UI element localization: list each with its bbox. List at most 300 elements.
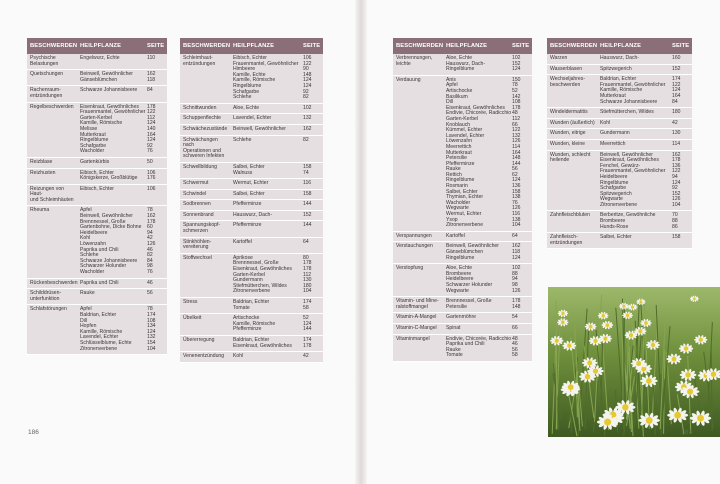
plant-name: Salbei, Echter xyxy=(600,234,632,241)
plant-name: Beinwell, Gewöhnlicher xyxy=(446,243,499,250)
plant-name: Kohl xyxy=(233,353,244,360)
page-number: 140 xyxy=(147,125,156,132)
plant-name: Baldrian, Echter xyxy=(233,299,270,305)
table-row xyxy=(547,75,692,108)
plant-name: Eisenkraut, Gewöhnliches xyxy=(446,104,505,111)
page-number: 158 xyxy=(303,190,312,197)
plant-name: Spinat xyxy=(446,324,461,331)
complaint-cell: Verstauchungen xyxy=(396,243,433,250)
plant-name: Schlüsselblume, Echte xyxy=(80,339,132,346)
header-page: SEITE xyxy=(303,43,321,49)
page-number: 48 xyxy=(512,110,518,117)
complaint-cell: Stress xyxy=(183,299,198,305)
page-number: 66 xyxy=(512,324,518,331)
page-cell xyxy=(303,202,323,208)
plant-name: Endivie, Chicorée, Radicchio xyxy=(446,335,512,342)
plant-name: Kamille, Echte xyxy=(233,71,266,78)
plant-name: Eibisch, Echter xyxy=(80,185,114,192)
complaint-cell: Vitaminmangel xyxy=(396,335,430,342)
page-number: 124 xyxy=(672,179,681,186)
index-table-2 xyxy=(180,38,323,363)
complaint-cell: Schuppenflechte xyxy=(183,115,221,122)
header-plant: HEILPFLANZE xyxy=(446,43,488,49)
plant-name: Paprika und Chili xyxy=(80,279,119,286)
page-number: 152 xyxy=(672,65,681,72)
plant-name: Mutterkraut xyxy=(446,149,472,156)
plant-cell xyxy=(77,72,147,83)
plant-name: Hauswurz, Dach- xyxy=(446,60,486,67)
page-number: 94 xyxy=(672,173,678,180)
plant-name: Kamille, Römische xyxy=(600,87,643,94)
plant-cell xyxy=(597,77,672,105)
page-number: 112 xyxy=(303,271,312,278)
plant-name: Wermut, Echter xyxy=(446,211,482,218)
page-number: 132 xyxy=(147,334,156,341)
page-number: 84 xyxy=(672,98,678,105)
plant-name: Wacholder xyxy=(80,148,105,155)
plant-name: Eisenkraut, Gewöhnliches xyxy=(233,266,292,273)
plant-cell xyxy=(230,165,303,176)
complaint-cell: Wechseljahres- beschwerden xyxy=(550,76,586,88)
page-number: 92 xyxy=(147,142,153,149)
plant-name: Schwarze Johannisbeere xyxy=(600,98,658,105)
plant-name: Heidelbeere xyxy=(446,276,474,283)
page-cell xyxy=(147,56,167,67)
page-number: 180 xyxy=(303,282,312,289)
page-number: 144 xyxy=(303,326,312,333)
page-number: 158 xyxy=(303,163,312,170)
table-row xyxy=(180,114,323,125)
plant-name: Gartenmöhre xyxy=(446,314,477,321)
plant-name: Paprika und Chili xyxy=(446,341,485,348)
plant-cell xyxy=(230,138,303,160)
page-number: 122 xyxy=(672,168,681,175)
page-number: 148 xyxy=(512,303,521,310)
plant-cell xyxy=(230,354,303,360)
plant-name: Tomate xyxy=(446,352,463,359)
plant-name: Schlehe xyxy=(233,136,252,143)
complaint-cell: Wunden, kleine xyxy=(550,140,586,147)
plant-cell xyxy=(597,121,672,127)
plant-name: Beinwell, Gewöhnlicher xyxy=(80,213,133,220)
page-number: 136 xyxy=(512,183,521,190)
page-number: 108 xyxy=(512,99,521,106)
page-number: 178 xyxy=(147,103,156,110)
page-cell xyxy=(512,315,532,321)
plant-name: Wacholder xyxy=(446,199,471,206)
plant-name: Kamille, Römische xyxy=(233,320,276,327)
table-row xyxy=(393,324,532,335)
plant-name: Zitronenverbene xyxy=(80,345,118,352)
page-number: 102 xyxy=(303,104,312,111)
page-number: 158 xyxy=(672,234,681,241)
page-number: 142 xyxy=(512,93,521,100)
table-row xyxy=(180,211,323,222)
plant-name: Brennnessel, Große xyxy=(446,298,492,305)
table-row xyxy=(393,242,532,264)
complaint-cell: Schwächungen nach Operationen und schweren Infekten xyxy=(183,136,225,160)
plant-name: Stiefmütterchen, Wildes xyxy=(233,282,287,289)
plant-name: Aloe, Echte xyxy=(446,265,473,272)
page-cell xyxy=(672,131,692,137)
page-number: 124 xyxy=(672,87,681,94)
plant-name: Petersilie xyxy=(446,155,467,162)
complaint-cell: Verdauung xyxy=(396,76,421,83)
complaint-cell: Rachenraum- entzündungen xyxy=(30,87,63,99)
plant-name: Eibisch, Echter xyxy=(233,55,267,61)
table-body xyxy=(27,54,167,355)
page-cell xyxy=(672,142,692,148)
complaint-cell: Stoffwechsel xyxy=(183,254,212,261)
complaint-cell: Verspannungen xyxy=(396,232,432,239)
page-number: 178 xyxy=(303,342,312,349)
plant-name: Schwarzer Holunder xyxy=(446,281,493,288)
plant-name: Garten-Kerbel xyxy=(80,114,112,121)
complaint-cell: Reizungen von Haut- und Schleimhäuten xyxy=(30,185,74,203)
plant-name: Wegwarte xyxy=(600,196,623,203)
page-number: 46 xyxy=(147,246,153,253)
page-number: 124 xyxy=(303,82,312,89)
page-number: 158 xyxy=(512,188,521,195)
plant-name: Gänseblümchen xyxy=(80,76,118,83)
plant-name: Hopfen xyxy=(80,323,97,330)
complaint-cell: Vitamin- und Mine- ralstoffmangel xyxy=(396,298,439,310)
page-cell xyxy=(303,116,323,122)
plant-name: Kohl xyxy=(600,119,611,126)
page-cell xyxy=(147,105,167,155)
complaint-cell: Quetschungen xyxy=(30,71,64,78)
index-table-4 xyxy=(547,38,692,249)
page-number: 162 xyxy=(303,125,312,132)
table-row xyxy=(547,65,692,76)
complaint-cell: Verbrennungen, leichte xyxy=(396,55,433,67)
plant-name: Salbei, Echter xyxy=(446,188,478,195)
complaint-cell: Spannungskopf- schmerzen xyxy=(183,222,221,235)
page-number: 42 xyxy=(303,353,309,360)
table-row xyxy=(547,108,692,119)
table-row xyxy=(180,125,323,136)
page-number: 64 xyxy=(512,232,518,239)
page-cell xyxy=(512,266,532,294)
page-number: 124 xyxy=(512,177,521,184)
plant-name: Rauke xyxy=(446,346,461,353)
page-cell xyxy=(303,316,323,333)
plant-name: Schwarze Johannisbeere xyxy=(80,257,138,264)
page-cell xyxy=(147,208,167,275)
page-number: 94 xyxy=(512,276,518,283)
plant-name: Tomate xyxy=(233,304,250,311)
page-number: 164 xyxy=(512,149,521,156)
page-number: 134 xyxy=(147,323,156,330)
plant-cell xyxy=(77,307,147,352)
complaint-cell: Übelkeit xyxy=(183,315,202,322)
page-number: 148 xyxy=(303,71,312,78)
plant-cell xyxy=(230,213,303,219)
table-header xyxy=(180,38,323,54)
plant-name: Mutterkraut xyxy=(80,131,106,138)
plant-name: Hauswurz, Dach- xyxy=(233,211,273,218)
plant-cell xyxy=(443,315,512,321)
page-number: 88 xyxy=(512,270,518,277)
table-row xyxy=(27,54,167,70)
complaint-cell: Psychische Belastungen xyxy=(30,55,59,67)
plant-name: Eisenkraut, Gewöhnliches xyxy=(600,157,659,164)
plant-cell xyxy=(77,171,147,182)
page-cell xyxy=(147,281,167,287)
page-number: 70 xyxy=(672,212,678,219)
plant-cell xyxy=(77,281,147,287)
page-number: 144 xyxy=(303,222,312,229)
page-number: 178 xyxy=(512,298,521,305)
table-row xyxy=(27,70,167,86)
plant-name: Beinwell, Gewöhnlicher xyxy=(80,71,133,78)
page-number: 114 xyxy=(512,143,521,150)
plant-name: Dill xyxy=(80,317,88,324)
page-number: 66 xyxy=(512,121,518,128)
plant-name: Ringelblume xyxy=(446,254,475,261)
table-row xyxy=(180,136,323,163)
plant-name: Himbeere xyxy=(233,66,256,73)
plant-cell xyxy=(597,235,672,246)
page-number: 162 xyxy=(147,213,156,220)
complaint-cell: Schleimhaut- entzündungen xyxy=(183,55,216,67)
page-cell xyxy=(512,78,532,229)
page-number: 94 xyxy=(147,229,153,236)
plant-name: Schafgarbe xyxy=(600,185,627,192)
plant-name: Apfel xyxy=(446,82,458,89)
plant-name: Beinwell, Gewöhnlicher xyxy=(600,151,653,158)
page-number: 138 xyxy=(512,216,521,223)
table-row xyxy=(393,335,532,362)
page-number: 130 xyxy=(672,130,681,137)
plant-name: Artischocke xyxy=(233,315,260,322)
table-row xyxy=(27,103,167,158)
header-plant: HEILPFLANZE xyxy=(600,43,642,49)
page-number: 174 xyxy=(147,311,156,318)
page-number: 106 xyxy=(147,169,156,176)
plant-name: Kartoffel xyxy=(446,232,465,239)
page-number: 56 xyxy=(147,290,153,297)
header-page: SEITE xyxy=(672,43,690,49)
complaint-cell: Schlafstörungen xyxy=(30,306,67,313)
page-number: 116 xyxy=(303,180,312,187)
page-number: 78 xyxy=(512,82,518,89)
table-row xyxy=(547,140,692,151)
plant-name: Salbei, Echter xyxy=(233,163,265,170)
plant-name: Eisenkraut, Gewöhnliches xyxy=(80,103,139,110)
complaint-cell: Sodbrennen xyxy=(183,201,211,208)
page-number: 124 xyxy=(303,320,312,327)
page-number: 58 xyxy=(512,352,518,359)
page-number: 124 xyxy=(512,254,521,261)
table-body xyxy=(180,54,323,363)
plant-name: Schafgarbe xyxy=(233,88,260,95)
page-cell xyxy=(672,235,692,246)
page-number: 80 xyxy=(303,254,309,261)
plant-name: Ysop xyxy=(446,216,458,223)
chamomile-photo xyxy=(548,287,720,437)
page-number: 180 xyxy=(672,109,681,116)
plant-name: Rosmarin xyxy=(446,183,468,190)
page-number: 110 xyxy=(147,55,156,61)
plant-name: Baldrian, Echter xyxy=(600,76,637,83)
plant-cell xyxy=(597,153,672,209)
page-number: 148 xyxy=(512,155,521,162)
plant-name: Hunds-Rose xyxy=(600,223,629,230)
table-row xyxy=(180,314,323,336)
page-number: 152 xyxy=(303,211,312,218)
plant-name: Spitzwegerich xyxy=(600,190,632,197)
plant-name: Knoblauch xyxy=(446,121,471,128)
plant-cell xyxy=(77,56,147,67)
plant-cell xyxy=(77,88,147,99)
page-number: 54 xyxy=(512,314,518,321)
table-row xyxy=(180,163,323,179)
page-number: 74 xyxy=(303,169,309,176)
page-number: 104 xyxy=(672,201,681,208)
table-row xyxy=(180,352,323,363)
page-number: 152 xyxy=(672,190,681,197)
complaint-cell: Vitamin-C-Mangel xyxy=(396,324,437,331)
page-number: 126 xyxy=(672,196,681,203)
plant-name: Anis xyxy=(446,76,456,83)
page-number: 92 xyxy=(303,88,309,95)
book-gutter xyxy=(355,0,367,484)
plant-name: Rauke xyxy=(80,290,95,297)
complaint-cell: Vitamin-A-Mangel xyxy=(396,314,437,321)
table-row xyxy=(27,86,167,102)
plant-cell xyxy=(230,223,303,234)
plant-name: Kümmel, Echter xyxy=(446,127,483,134)
table-row xyxy=(180,200,323,211)
page-number: 48 xyxy=(512,335,518,342)
plant-cell xyxy=(443,326,512,332)
page-number: 112 xyxy=(147,114,156,121)
page-cell xyxy=(147,72,167,83)
table-row xyxy=(393,264,532,297)
plant-name: Aloe, Echte xyxy=(233,104,260,111)
page-cell xyxy=(512,337,532,359)
table-header xyxy=(547,38,692,54)
page-cell xyxy=(512,299,532,310)
page-cell xyxy=(147,160,167,166)
plant-name: Apfel xyxy=(80,207,92,214)
page-number: 102 xyxy=(512,265,521,272)
complaint-cell: Schwellbildung xyxy=(183,163,217,170)
page-number: 124 xyxy=(303,77,312,84)
plant-name: Eibisch, Echter xyxy=(80,169,114,176)
header-complaint: BESCHWERDEN xyxy=(396,43,444,49)
plant-name: Engelwurz, Echte xyxy=(80,55,120,61)
plant-name: Lavendel, Echter xyxy=(446,132,485,139)
table-row xyxy=(180,336,323,352)
complaint-cell: Schilddrüsen- unterfunktion xyxy=(30,290,62,302)
page-number: 76 xyxy=(147,269,153,275)
page-cell xyxy=(303,354,323,360)
plant-name: Kamille, Römische xyxy=(80,328,123,335)
page-cell xyxy=(672,110,692,116)
plant-name: Wegwarte xyxy=(446,287,469,294)
page-number: 178 xyxy=(512,104,521,111)
complaint-cell: Rückenbeschwerden xyxy=(30,279,78,286)
plant-name: Thymian, Echter xyxy=(446,194,484,201)
header-plant: HEILPFLANZE xyxy=(233,43,275,49)
page-number: 112 xyxy=(512,115,521,122)
plant-cell xyxy=(597,56,672,62)
page-number: 174 xyxy=(303,336,312,343)
page-number: 56 xyxy=(512,346,518,353)
plant-name: Löwenzahn xyxy=(80,241,107,248)
page-cell xyxy=(672,213,692,230)
page-cell xyxy=(303,213,323,219)
plant-name: Wermut, Echter xyxy=(233,180,269,187)
page-number: 124 xyxy=(147,328,156,335)
plant-cell xyxy=(230,202,303,208)
plant-name: Frauenmantel, Gewöhnlicher xyxy=(80,109,146,116)
page-cell xyxy=(672,153,692,209)
table-row xyxy=(27,305,167,355)
page-number: 126 xyxy=(147,241,156,248)
complaint-cell: Regelbeschwerden xyxy=(30,103,74,110)
page-number: 108 xyxy=(147,317,156,324)
page-number: 102 xyxy=(512,55,521,61)
plant-name: Kartoffel xyxy=(233,238,252,245)
table-row xyxy=(393,54,532,76)
page-number: 154 xyxy=(147,339,156,346)
complaint-cell: Sonnenbrand xyxy=(183,211,214,218)
plant-name: Heidelbeere xyxy=(600,173,628,180)
table-row xyxy=(180,104,323,115)
page-number: 46 xyxy=(512,341,518,348)
page-number: 78 xyxy=(147,306,153,313)
page-number: 82 xyxy=(303,136,309,143)
index-table-3 xyxy=(393,38,532,362)
page-number: 176 xyxy=(147,175,156,182)
plant-name: Fenchel, Gewürz- xyxy=(600,162,641,169)
page-cell xyxy=(672,77,692,105)
page-cell xyxy=(303,223,323,234)
plant-name: Ringelblume xyxy=(233,82,262,89)
page-number: 84 xyxy=(147,87,153,94)
table-row xyxy=(393,297,532,313)
page-number: 42 xyxy=(147,235,153,242)
table-body xyxy=(547,54,692,249)
stem xyxy=(556,300,557,429)
page-cell xyxy=(147,88,167,99)
page-number: 46 xyxy=(147,279,153,286)
page-number: 92 xyxy=(672,185,678,192)
complaint-cell: Reizhusten xyxy=(30,169,56,176)
page-number: 76 xyxy=(512,199,518,206)
plant-name: Kamille, Römische xyxy=(233,77,276,84)
plant-name: Pfefferminze xyxy=(233,201,262,208)
plant-name: Salbei, Echter xyxy=(233,190,265,197)
plant-cell xyxy=(597,213,672,230)
plant-name: Zitronenverbene xyxy=(233,288,271,295)
page-number: 124 xyxy=(147,120,156,127)
complaint-cell: Zahnfleisch- entzündungen xyxy=(550,234,583,246)
page-number: 124 xyxy=(512,66,521,73)
plant-name: Apfel xyxy=(80,306,92,313)
page-number: 162 xyxy=(672,151,681,158)
complaint-cell: Schwindel xyxy=(183,190,207,197)
page-number: 90 xyxy=(303,66,309,73)
page-number: 106 xyxy=(303,55,312,61)
plant-name: Stiefmütterchen, Wildes xyxy=(600,109,654,116)
header-plant: HEILPFLANZE xyxy=(80,43,122,49)
plant-cell xyxy=(443,78,512,229)
table-row xyxy=(180,190,323,201)
